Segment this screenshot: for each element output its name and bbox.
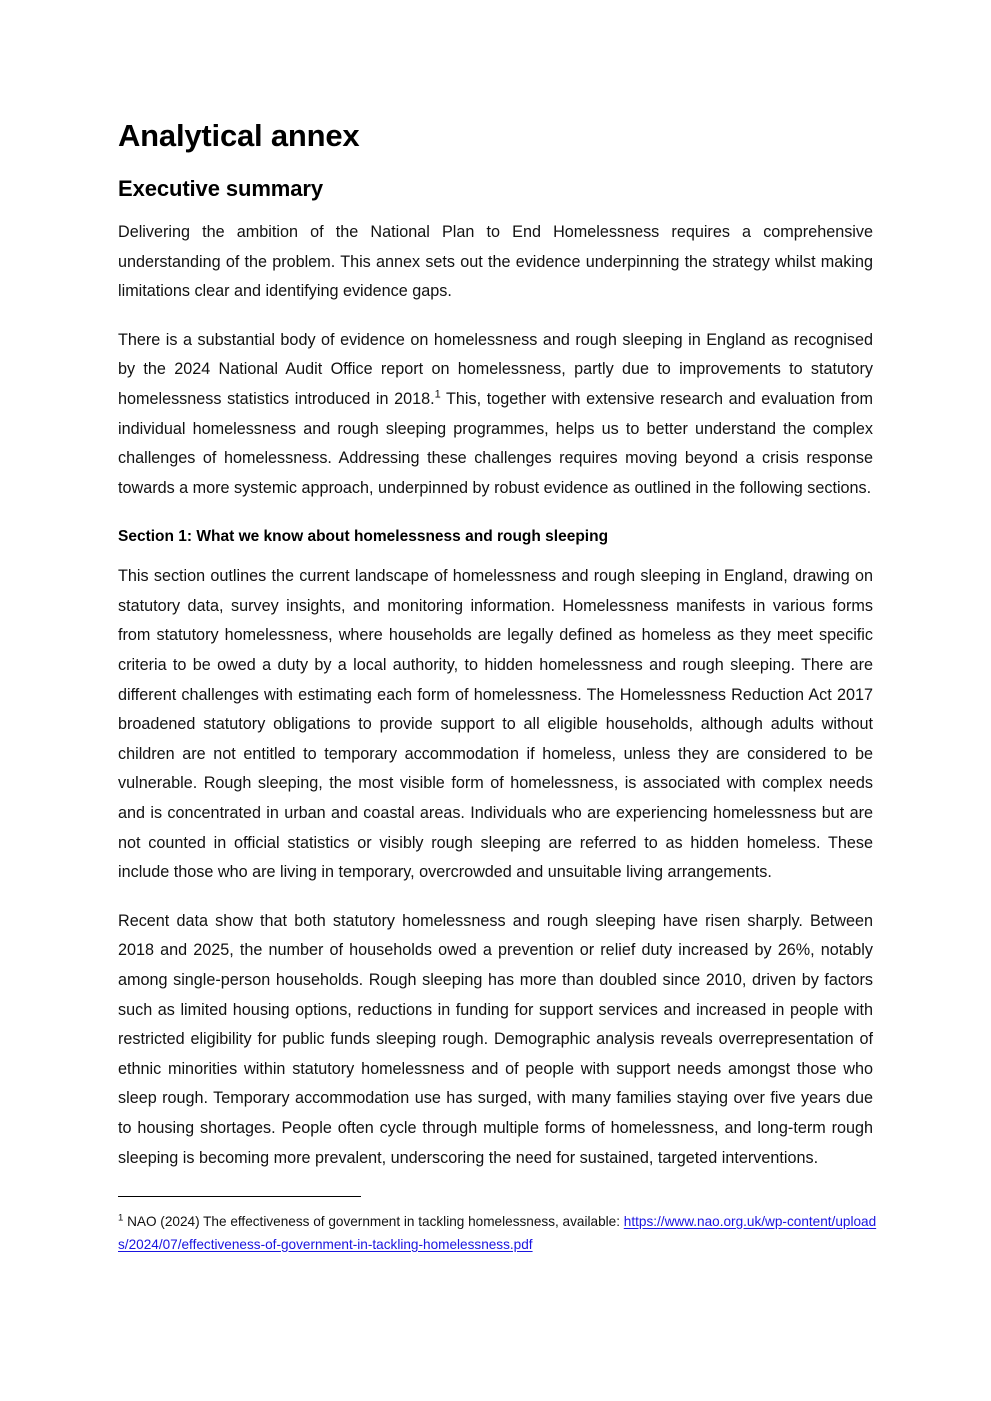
footnote-separator — [118, 1196, 361, 1197]
footnote-description: NAO (2024) The effectiveness of government in tackling homelessness, available: — [123, 1214, 624, 1229]
paragraph-section1-recent-data: Recent data show that both statutory homelessness and rough sleeping have risen sharply. Between 2018 and 2025, the number of households owed a prevention or relief duty increased by 26%, notably among single-person households. Rough sleeping has more than doubled since 2010, driven by factors such as limited housing options, reductions in funding for support services and increased in people with restricted eligibility for public funds sleeping rough. Demographic analysis reveals overrepresentation of ethnic minorities within statutory homelessness and of people with support needs amongst those who sleep rough. Temporary accommodation use has surged, with many families staying over five years due to housing shortages. People often cycle through multiple forms of homelessness, and long-term rough sleeping is becoming more prevalent, underscoring the need for sustained, targeted interventions. — [118, 911, 873, 1167]
footnote-area — [118, 1196, 878, 1256]
page-title: Analytical annex — [118, 118, 360, 153]
subsection-heading-section-1: Section 1: What we know about homelessness and rough sleeping — [118, 528, 609, 546]
footnote-1 — [118, 1211, 878, 1256]
paragraph-section1-landscape: This section outlines the current landscape of homelessness and rough sleeping in England, drawing on statutory data, survey insights, and monitoring information. Homelessness manifests in various forms from statutory homelessness, where households are legally defined as homeless as they meet specific criteria to be owed a duty by a local authority, to hidden homelessness and rough sleeping. There are different challenges with estimating each form of homelessness. The Homelessness Reduction Act 2017 broadened statutory obligations to provide support to all eligible households, although adults without children are not entitled to temporary accommodation if homeless, unless they are considered to be vulnerable. Rough sleeping, the most visible form of homelessness, is associated with complex needs and is concentrated in urban and coastal areas. Individuals who are experiencing homelessness but are not counted in official statistics or visibly rough sleeping are referred to as hidden homeless. These include those who are living in temporary, overcrowded and unsuitable living arrangements. — [118, 567, 873, 882]
paragraph-evidence-base — [118, 326, 873, 504]
paragraph-evidence-base-part1: There is a substantial body of evidence on homelessness and rough sleeping in England as recognised by the 2024 National Audit Office report on homelessness, partly due to improvements to statutory homelessness statistics introduced in 2018. — [118, 330, 873, 408]
footnote-reference-1[interactable]: 1 — [434, 388, 441, 401]
footnote-marker: 1 — [118, 1212, 124, 1224]
paragraph-evidence-base-part2: This, together with extensive research and evaluation from individual homelessness and rough sleeping programmes, helps us to better understand the complex challenges of homelessness. Addressing these challenges requires moving beyond a crisis response towards a more systemic approach, underpinned by robust evidence as outlined in the following sections. — [118, 390, 873, 497]
paragraph-intro: Delivering the ambition of the National Plan to End Homelessness requires a comprehensive understanding of the problem. This annex sets out the evidence underpinning the strategy whilst making limitations clear and identifying evidence gaps. — [118, 223, 873, 301]
section-heading-executive-summary: Executive summary — [118, 175, 323, 201]
footnote-link-nao-report[interactable]: https://www.nao.org.uk/wp-content/uploads/2024/07/effectiveness-of-government-in-tackling-homelessness.pdf — [118, 1214, 877, 1252]
